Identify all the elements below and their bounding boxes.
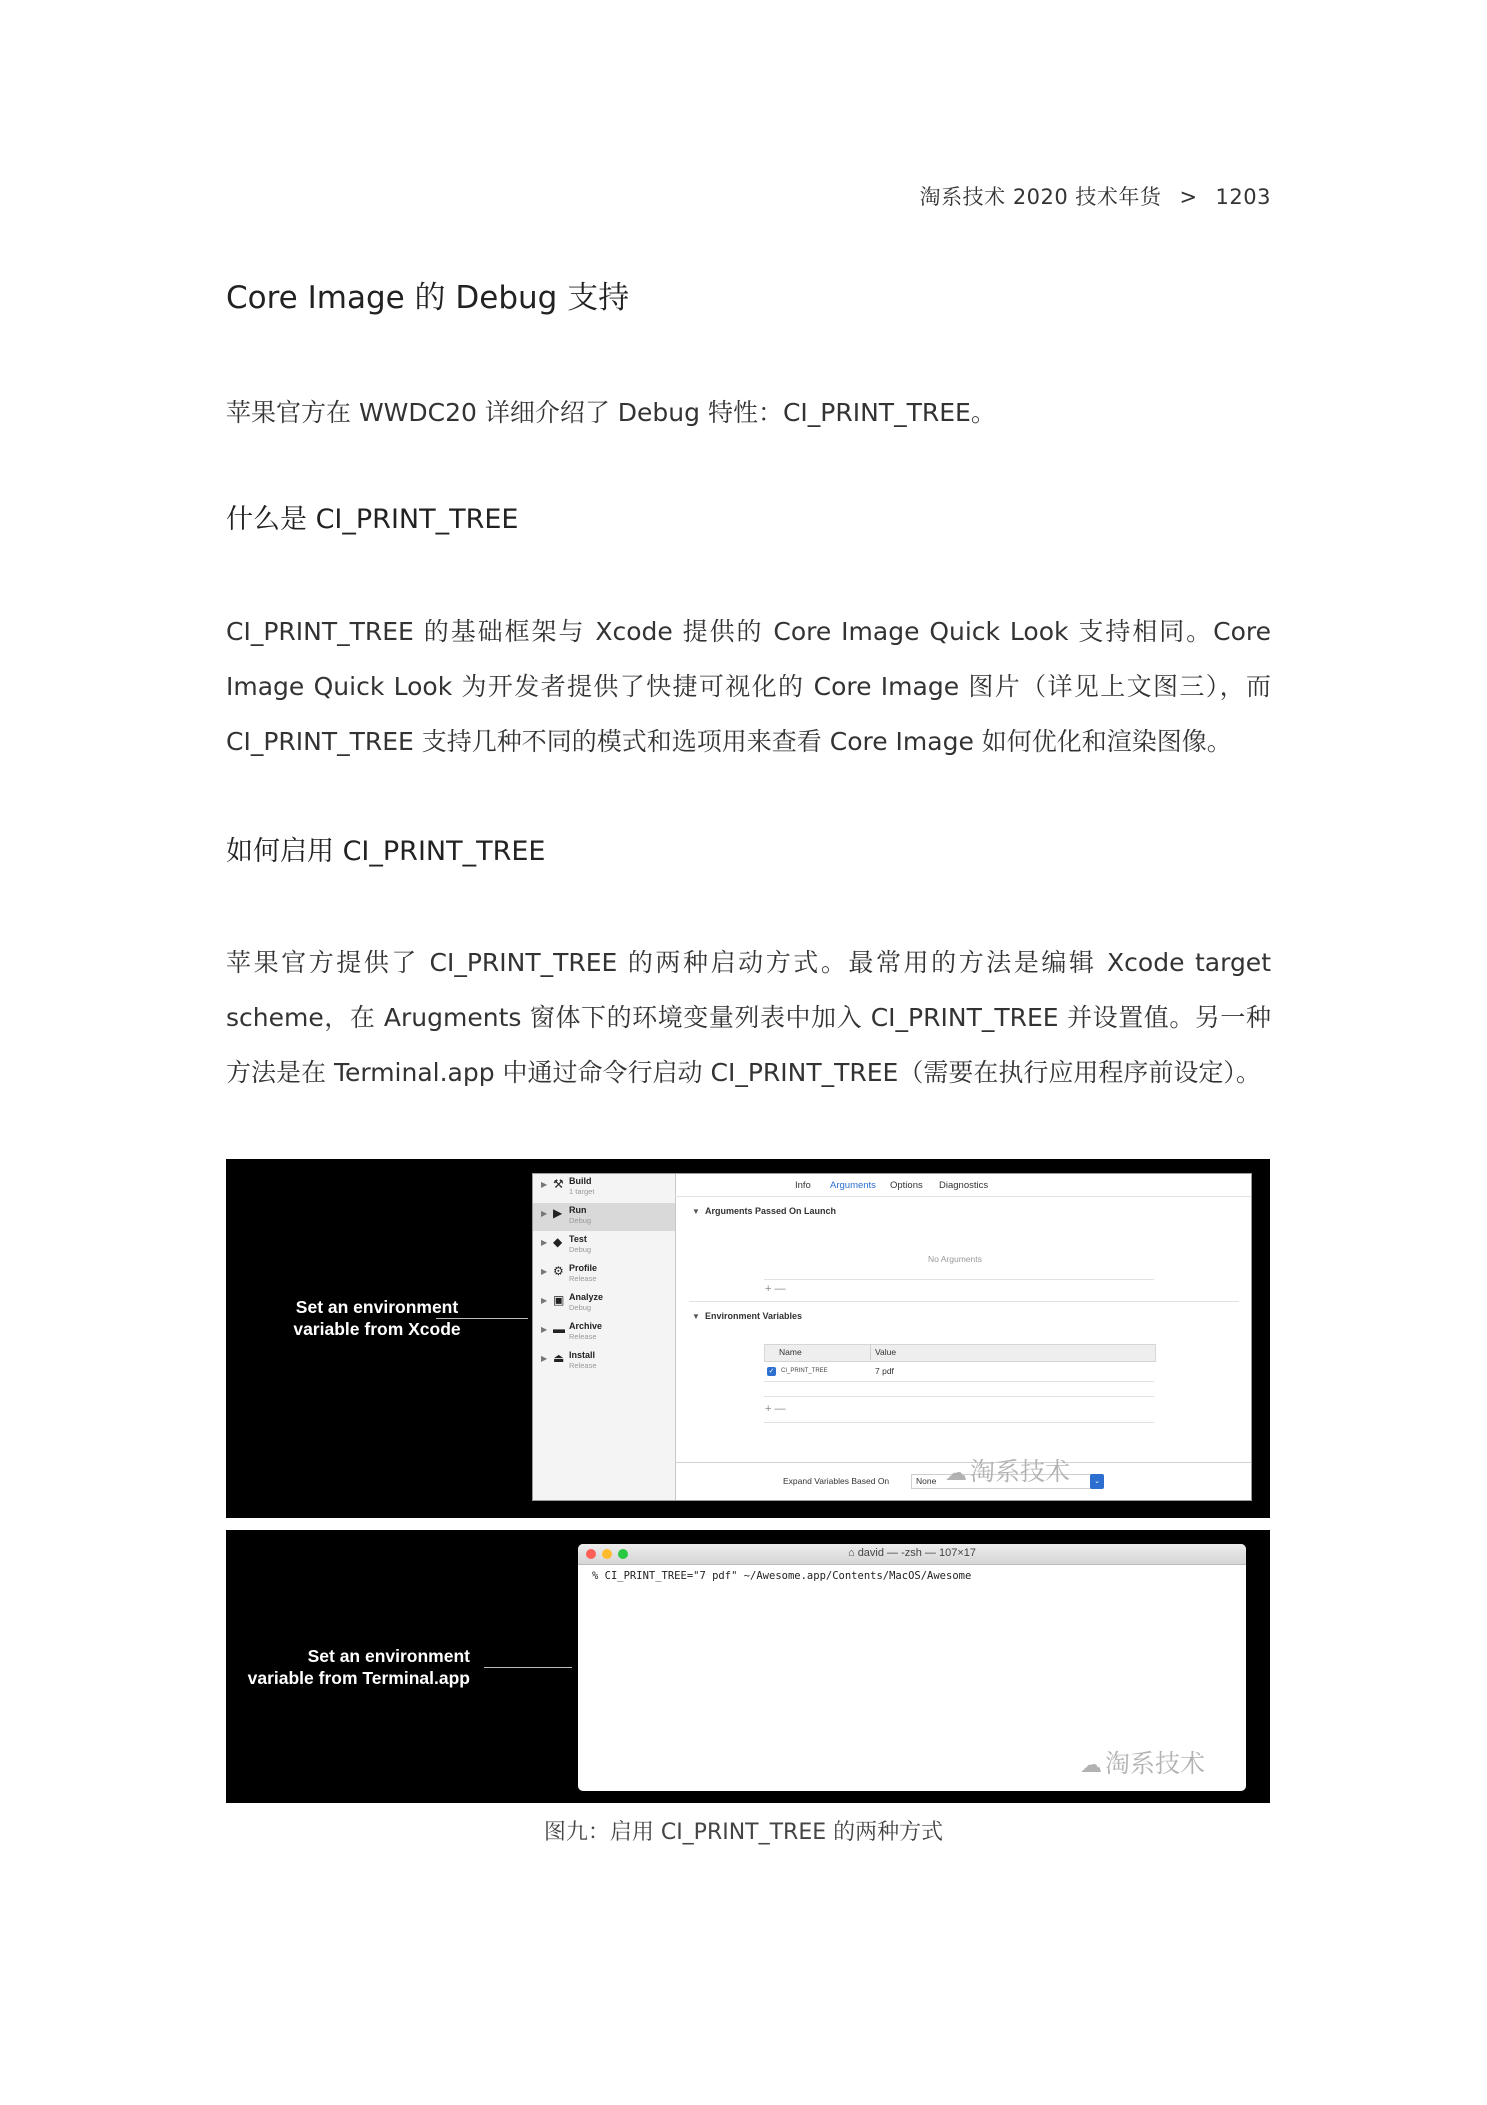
disclosure-icon[interactable]: ▶ (541, 1209, 548, 1218)
analyze-icon: ▣ (553, 1293, 565, 1307)
sidebar-item-label: Test (569, 1234, 587, 1244)
sidebar-item-sub: Release (569, 1361, 597, 1370)
sidebar-item-label: Analyze (569, 1292, 604, 1302)
env-table-header (764, 1344, 1156, 1362)
collapse-triangle-icon[interactable]: ▼ (692, 1207, 700, 1216)
figure-caption: 图九：启用 CI_PRINT_TREE 的两种方式 (543, 1820, 944, 1845)
header-separator: > (1179, 185, 1198, 209)
play-icon: ▶ (553, 1206, 563, 1220)
disclosure-icon[interactable]: ▶ (541, 1238, 548, 1247)
figure-xcode-panel (226, 1159, 1270, 1518)
sidebar-item-label: Build (569, 1176, 592, 1186)
paragraph-intro: 苹果官方在 WWDC20 详细介绍了 Debug 特性：CI_PRINT_TREE。 (226, 398, 996, 427)
col-name: Name (779, 1347, 802, 1357)
divider (764, 1279, 1154, 1280)
disclosure-icon[interactable]: ▶ (541, 1325, 548, 1334)
running-header (920, 181, 1271, 211)
xcode-callout-line2: variable from Xcode (293, 1319, 461, 1339)
disclosure-icon[interactable]: ▶ (541, 1354, 548, 1363)
sidebar-item-sub: Debug (569, 1216, 592, 1225)
scheme-sidebar (533, 1174, 676, 1500)
tab-arguments[interactable]: Arguments (830, 1180, 876, 1191)
sidebar-item-profile[interactable] (533, 1261, 675, 1289)
book-title: 淘系技术 2020 技术年货 (919, 185, 1162, 209)
sidebar-item-sub: Debug (569, 1245, 592, 1254)
figure-terminal-panel (226, 1530, 1270, 1803)
scheme-tabs (675, 1174, 1251, 1196)
sidebar-item-label: Profile (569, 1263, 598, 1273)
no-arguments-label: No Arguments (928, 1254, 982, 1264)
col-divider (870, 1344, 871, 1360)
terminal-window (578, 1544, 1246, 1791)
sidebar-item-run[interactable] (533, 1203, 675, 1231)
tab-diagnostics[interactable]: Diagnostics (939, 1180, 989, 1191)
watermark (945, 1452, 1070, 1488)
disclosure-icon[interactable]: ▶ (541, 1267, 548, 1276)
sidebar-item-sub: Release (569, 1332, 597, 1341)
watermark (1080, 1744, 1205, 1780)
paragraph-what-is: CI_PRINT_TREE 的基础框架与 Xcode 提供的 Core Image Quick Look 支持相同。Core Image Quick Look 为开发者提供了快捷可视化的 Core Image 图片（详见上文图三），而 CI_PRINT_TREE 支持几种不同的模式和选项用来查看 Core Image 如何优化和渲染图像。 (226, 617, 1271, 756)
col-value: Value (875, 1347, 897, 1357)
callout-connector (484, 1667, 572, 1668)
tab-options[interactable]: Options (890, 1180, 923, 1191)
expand-variables-label: Expand Variables Based On (783, 1476, 890, 1486)
terminal-title-text: david — -zsh — 107×17 (857, 1547, 977, 1559)
sidebar-item-label: Install (569, 1350, 596, 1360)
wechat-icon: ☁ (945, 1461, 967, 1486)
add-remove-argument-buttons[interactable]: + — (765, 1283, 786, 1295)
wechat-icon: ☁ (1080, 1753, 1102, 1778)
diamond-icon: ◆ (553, 1235, 563, 1249)
terminal-titlebar (578, 1544, 1246, 1565)
sidebar-item-sub: Release (569, 1274, 597, 1283)
watermark-text: 淘系技术 (1105, 1749, 1206, 1778)
watermark-text: 淘系技术 (970, 1457, 1071, 1486)
xcode-scheme-editor (532, 1173, 1252, 1501)
heading-what-is: 什么是 CI_PRINT_TREE (226, 504, 519, 535)
env-var-value[interactable]: 7 pdf (875, 1366, 894, 1376)
collapse-triangle-icon[interactable]: ▼ (692, 1312, 700, 1321)
heading-how-to-enable: 如何启用 CI_PRINT_TREE (226, 836, 546, 867)
env-var-name[interactable]: CI_PRINT_TREE (781, 1368, 828, 1374)
hammer-icon: ⚒ (553, 1177, 564, 1191)
section-divider (689, 1301, 1239, 1302)
disclosure-icon[interactable]: ▶ (541, 1296, 548, 1305)
sidebar-item-test[interactable] (533, 1232, 675, 1260)
divider (764, 1396, 1154, 1397)
sidebar-item-sub: Debug (569, 1303, 592, 1312)
sidebar-item-sub: 1 target (569, 1187, 595, 1196)
env-enabled-checkbox[interactable]: ✓ (768, 1367, 775, 1375)
sidebar-item-analyze[interactable] (533, 1290, 675, 1318)
disclosure-icon[interactable]: ▶ (541, 1180, 548, 1189)
sidebar-item-label: Archive (569, 1321, 603, 1331)
add-remove-env-buttons[interactable]: + — (765, 1403, 786, 1415)
sidebar-item-label: Run (569, 1205, 587, 1215)
xcode-callout-line1: Set an environment (295, 1297, 459, 1317)
expand-variables-value: None (916, 1476, 937, 1486)
section-title: Core Image 的 Debug 支持 (226, 280, 630, 316)
archive-icon: ▬ (553, 1322, 565, 1336)
sidebar-item-build[interactable] (533, 1174, 675, 1202)
paragraph-how-to-enable: 苹果官方提供了 CI_PRINT_TREE 的两种启动方式。最常用的方法是编辑 Xcode target scheme，在 Arugments 窗体下的环境变量列表中加入 CI_PRINT_TREE 并设置值。另一种方法是在 Terminal.app 中通过命令行启动 CI_PRINT_TREE（需要在执行应用程序前设定）。 (226, 948, 1271, 1087)
chevron-down-icon[interactable]: ⌄ (1090, 1474, 1104, 1489)
terminal-command[interactable]: % CI_PRINT_TREE="7 pdf" ~/Awesome.app/Contents/MacOS/Awesome (592, 1570, 972, 1582)
install-icon: ⏏ (553, 1351, 565, 1365)
tab-divider (675, 1196, 1251, 1197)
env-section-title: Environment Variables (705, 1311, 803, 1321)
terminal-callout-line1: Set an environment (307, 1646, 470, 1666)
terminal-callout (230, 1645, 470, 1689)
terminal-callout-line2: variable from Terminal.app (247, 1668, 470, 1688)
divider (764, 1381, 1154, 1382)
sidebar-item-install[interactable] (533, 1348, 675, 1376)
terminal-title (578, 1547, 1246, 1559)
arguments-section-title: Arguments Passed On Launch (705, 1206, 837, 1216)
tab-info[interactable]: Info (795, 1180, 811, 1191)
home-folder-icon: ⌂ (847, 1547, 858, 1559)
callout-connector (436, 1318, 528, 1319)
divider (764, 1422, 1154, 1423)
page-number: 1203 (1215, 185, 1271, 209)
sidebar-item-archive[interactable] (533, 1319, 675, 1347)
wrench-icon: ⚙ (553, 1264, 564, 1278)
